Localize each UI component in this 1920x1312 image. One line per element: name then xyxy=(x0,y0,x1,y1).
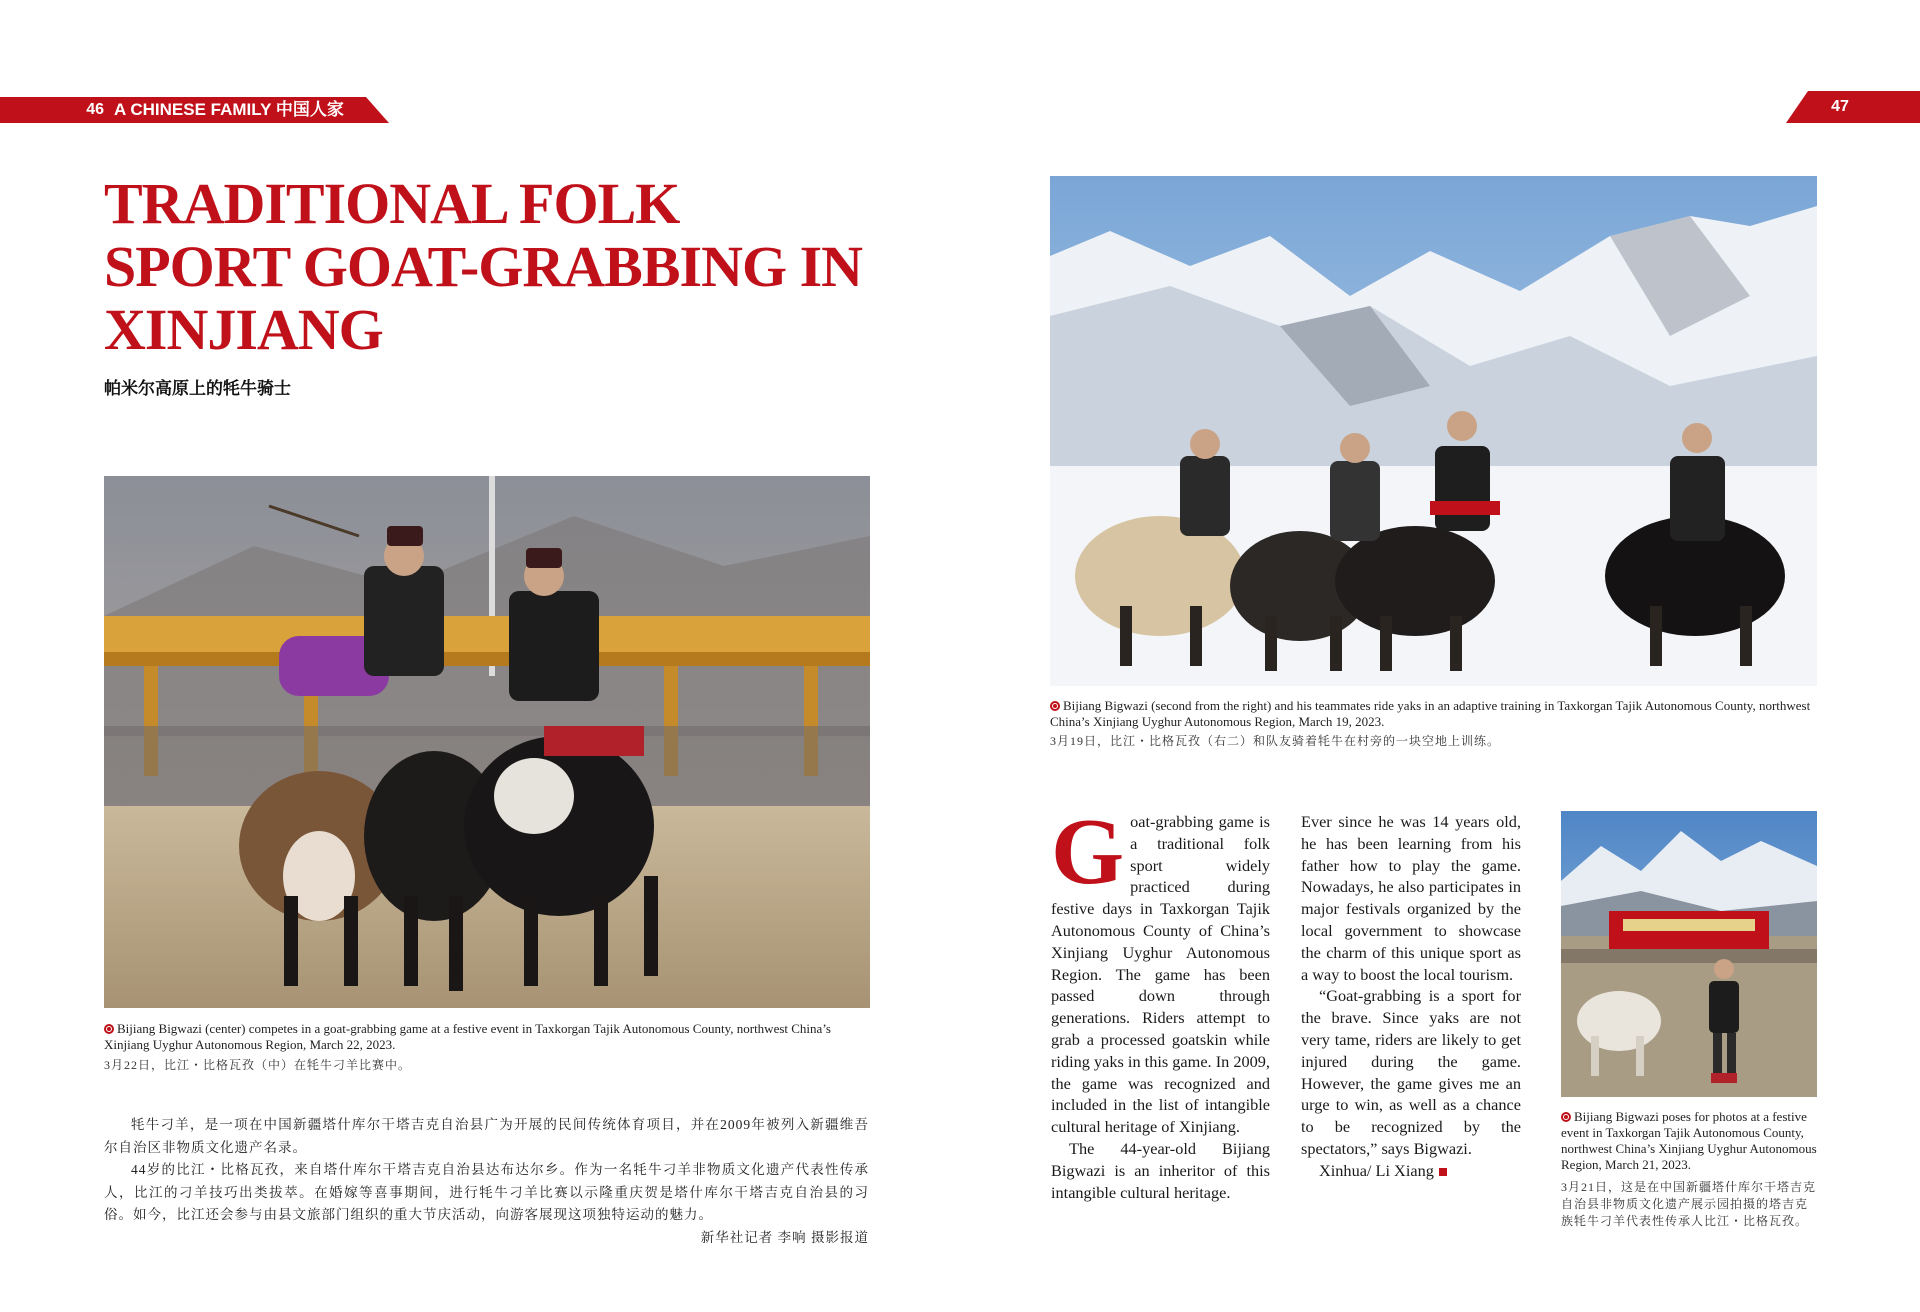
article-title xyxy=(104,172,884,361)
camera-icon xyxy=(1050,701,1060,711)
credit-text: Xinhua/ Li Xiang xyxy=(1319,1160,1434,1180)
chinese-paragraph-text: 44岁的比江・比格瓦孜，来自塔什库尔干塔吉克自治县达布达尔乡。作为一名牦牛刁羊非物质文化遗产代表性传承人，比江的刁羊技巧出类拔萃。在婚嫁等喜事期间，进行牦牛刁羊比赛以示隆重庆贺是塔什库尔干塔吉克自治县的习俗。如今，比江还会参与由县文旅部门组织的重大节庆活动，向游客展现这项独特运动的魅力。 xyxy=(104,1162,869,1222)
page-number-right: 47 xyxy=(1831,98,1849,115)
article-credit xyxy=(1301,1160,1521,1182)
title-line: XINJIANG xyxy=(104,297,383,362)
drop-cap: G xyxy=(1051,800,1125,904)
section-title: A CHINESE FAMILY 中国人家 xyxy=(114,100,344,119)
caption-english: Bijiang Bigwazi (center) competes in a goat-grabbing game at a festive event in Taxkorgan Tajik Autonomous County, northwest China’s Xinjiang Uyghur Autonomous Region, March 22, 2023. xyxy=(104,1021,831,1052)
chinese-credit: 新华社记者 李响 摄影报道 xyxy=(700,1229,869,1245)
article-paragraph: The 44-year-old Bijiang Bigwazi is an inheritor of this intangible cultural heritage. xyxy=(1051,1138,1270,1202)
photo1-caption xyxy=(104,1021,870,1053)
article-paragraph-text: oat-grabbing game is a traditional folk sport widely practiced during festive days in Taxkorgan Tajik Autonomous County of China’s Xinjiang Uyghur Autonomous Region. The game has been passed down through generations. Riders attempt to grab a processed goatskin while riding yaks in this game. In 2009, the game was recognized and included in the list of intangible cultural heritage of Xinjiang. xyxy=(1051,812,1270,1137)
camera-icon xyxy=(1561,1112,1571,1122)
photo3-caption-chinese: 3月21日，这是在中国新疆塔什库尔干塔吉克自治县非物质文化遗产展示园拍摄的塔吉克族牦牛刁羊代表性传承人比江・比格瓦孜。 xyxy=(1561,1180,1817,1228)
article-column-1 xyxy=(1051,800,1270,1203)
photo2-caption xyxy=(1050,698,1817,730)
chinese-paragraph: 牦牛刁羊，是一项在中国新疆塔什库尔干塔吉克自治县广为开展的民间传统体育项目，并在2009年被列入新疆维吾尔自治区非物质文化遗产名录。 xyxy=(104,1117,869,1155)
caption-english: Bijiang Bigwazi (second from the right) and his teammates ride yaks in an adaptive training in Taxkorgan Tajik Autonomous County, northwest China’s Xinjiang Uyghur Autonomous Region, March 19, 2023. xyxy=(1050,698,1811,729)
photo-goat-grabbing-game xyxy=(104,476,870,1008)
photo-yak-riders-snow xyxy=(1050,176,1817,686)
photo-portrait-with-yak xyxy=(1561,811,1817,1097)
article-paragraph: “Goat-grabbing is a sport for the brave. Since yaks are not very tame, riders are likely to get injured during the game. However, the game gives me an urge to win, as well as a chance to be recognized by the spectators,” says Bigwazi. xyxy=(1301,986,1521,1158)
title-line: SPORT GOAT-GRABBING IN xyxy=(104,234,863,299)
camera-icon xyxy=(104,1024,114,1034)
caption-english: Bijiang Bigwazi poses for photos at a festive event in Taxkorgan Tajik Autonomous County, northwest China’s Xinjiang Uyghur Autonomous Region, March 21, 2023. xyxy=(1561,1109,1817,1172)
title-line: TRADITIONAL FOLK xyxy=(104,171,680,236)
photo3-caption xyxy=(1561,1109,1817,1173)
end-mark-icon xyxy=(1439,1168,1447,1176)
article-paragraph xyxy=(1051,800,1270,1138)
photo2-caption-chinese: 3月19日，比江・比格瓦孜（右二）和队友骑着牦牛在村旁的一块空地上训练。 xyxy=(1050,734,1501,748)
photo1-caption-chinese: 3月22日，比江・比格瓦孜（中）在牦牛刁羊比赛中。 xyxy=(104,1058,412,1072)
subtitle-chinese: 帕米尔高原上的牦牛骑士 xyxy=(104,379,291,398)
article-column-2 xyxy=(1301,811,1521,1182)
article-paragraph: Ever since he was 14 years old, he has been learning from his father how to play the game. Nowadays, he also participates in major festivals organized by the local government to showcase the charm of this unique sport as a way to boost the local tourism. xyxy=(1301,812,1521,984)
chinese-body-text xyxy=(104,1114,869,1249)
chinese-paragraph xyxy=(104,1159,869,1245)
page-number-left: 46 xyxy=(86,101,104,118)
